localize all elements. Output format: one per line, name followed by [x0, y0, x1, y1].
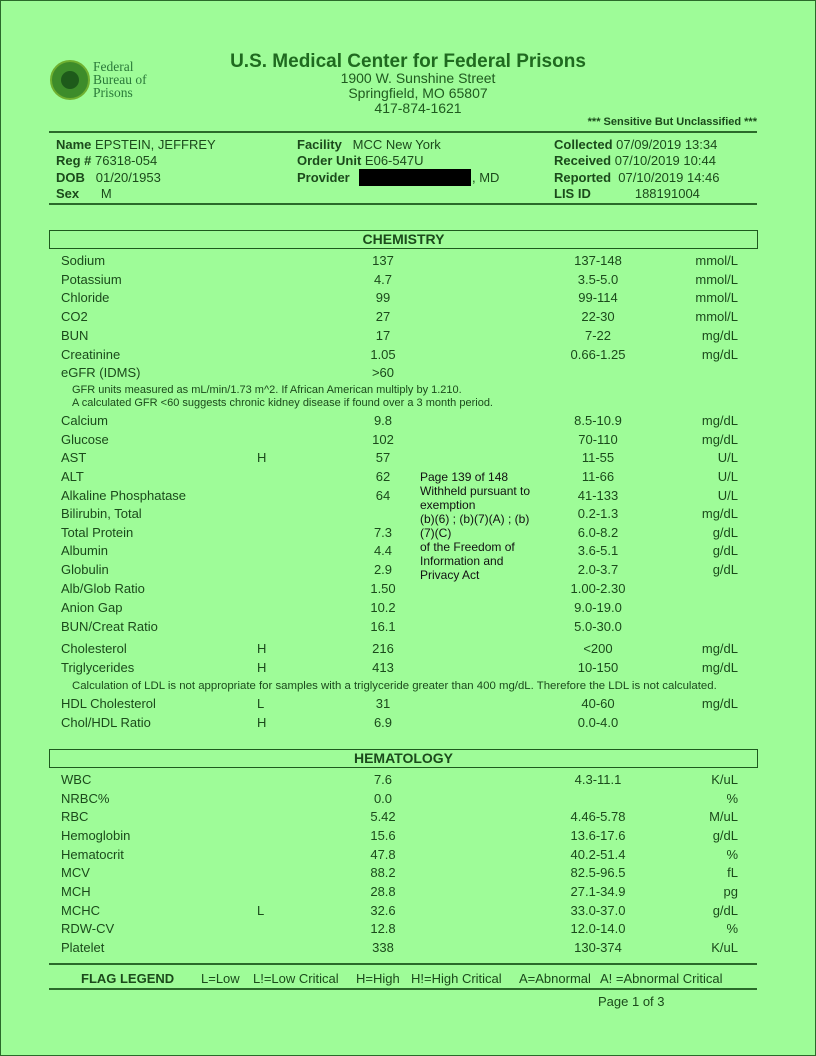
result-row — [0, 505, 816, 523]
reference-range: 6.0-8.2 — [577, 525, 619, 540]
result-row — [0, 695, 816, 713]
result-row — [0, 599, 816, 617]
legend-item: A=Abnormal — [519, 971, 591, 986]
value: 07/09/2019 13:34 — [616, 137, 718, 152]
legend-item: H=High — [356, 971, 400, 986]
value: 188191004 — [634, 186, 700, 201]
result-value: 137 — [372, 253, 394, 268]
result-value: 9.8 — [373, 413, 393, 428]
result-unit: mg/dL — [701, 696, 738, 711]
label: Sex — [56, 186, 80, 201]
result-value: 31 — [375, 696, 391, 711]
result-value: 0.0 — [373, 791, 393, 806]
test-name: MCH — [61, 884, 91, 899]
result-value: 62 — [375, 469, 391, 484]
logo-line: Bureau of — [93, 72, 147, 87]
result-row — [0, 468, 816, 486]
result-unit: K/uL — [711, 940, 738, 955]
result-unit: fL — [727, 865, 738, 880]
hematology-header: HEMATOLOGY — [49, 749, 758, 768]
result-value: 27 — [375, 309, 391, 324]
test-name: HDL Cholesterol — [61, 696, 156, 711]
result-unit: M/uL — [709, 809, 738, 824]
reference-range: 2.0-3.7 — [577, 562, 619, 577]
reference-range: 4.3-11.1 — [574, 772, 622, 787]
result-flag: L — [257, 696, 265, 711]
result-unit: U/L — [717, 469, 738, 484]
value: MCC New York — [352, 137, 441, 152]
label: Facility — [297, 137, 342, 152]
result-value: 88.2 — [370, 865, 396, 880]
test-name: eGFR (IDMS) — [61, 365, 141, 380]
reference-range: 0.66-1.25 — [570, 347, 626, 362]
result-value: 47.8 — [370, 847, 396, 862]
result-row — [0, 640, 816, 658]
result-unit: mmol/L — [695, 253, 738, 268]
result-row — [0, 771, 816, 789]
reported — [554, 170, 720, 185]
provider — [297, 170, 350, 185]
test-name: Alkaline Phosphatase — [61, 488, 187, 503]
reference-range: 99-114 — [578, 290, 618, 305]
test-name: Potassium — [61, 272, 122, 287]
logo-line: Prisons — [93, 85, 133, 100]
label: Reg # — [56, 153, 92, 168]
patient-sex — [56, 186, 112, 201]
legend-item: L=Low — [201, 971, 240, 986]
test-name: Creatinine — [61, 347, 121, 362]
value: EPSTEIN, JEFFREY — [95, 137, 216, 152]
result-value: 12.8 — [370, 921, 396, 936]
result-row — [0, 308, 816, 326]
reference-range: 5.0-30.0 — [574, 619, 622, 634]
reference-range: 8.5-10.9 — [574, 413, 622, 428]
test-name: Alb/Glob Ratio — [61, 581, 145, 596]
reference-range: 9.0-19.0 — [574, 600, 622, 615]
value: 76318-054 — [95, 153, 158, 168]
result-unit: mg/dL — [701, 641, 738, 656]
result-value: 57 — [375, 450, 391, 465]
result-row — [0, 580, 816, 598]
result-row — [0, 659, 816, 677]
gfr-note: A calculated GFR <60 suggests chronic kidney disease if found over a 3 month period. — [72, 397, 493, 409]
result-row — [0, 252, 816, 270]
result-unit: g/dL — [712, 525, 738, 540]
reference-range: 7-22 — [584, 328, 612, 343]
result-unit: g/dL — [712, 562, 738, 577]
foia-watermark — [420, 470, 538, 582]
result-row — [0, 289, 816, 307]
reference-range: 40.2-51.4 — [570, 847, 626, 862]
test-name: RBC — [61, 809, 89, 824]
test-name: ALT — [61, 469, 84, 484]
result-value: 102 — [372, 432, 394, 447]
test-name: NRBC% — [61, 791, 110, 806]
reference-range: 82.5-96.5 — [570, 865, 626, 880]
result-value: 28.8 — [370, 884, 396, 899]
reference-range: 40-60 — [581, 696, 615, 711]
result-row — [0, 561, 816, 579]
label: Name — [56, 137, 92, 152]
result-row — [0, 618, 816, 636]
result-row — [0, 846, 816, 864]
result-flag: H — [257, 450, 267, 465]
patient-reg — [56, 153, 157, 168]
foia-exemption-line: Withheld pursuant to exemption — [420, 484, 531, 512]
result-value: 32.6 — [370, 903, 396, 918]
result-row — [0, 827, 816, 845]
result-unit: K/uL — [711, 772, 738, 787]
test-name: MCHC — [61, 903, 100, 918]
test-name: Chol/HDL Ratio — [61, 715, 151, 730]
result-row — [0, 864, 816, 882]
phone: 417-874-1621 — [374, 100, 462, 116]
logo-line: Federal — [93, 59, 134, 74]
result-row — [0, 364, 816, 382]
result-value: 99 — [375, 290, 391, 305]
reference-range: 12.0-14.0 — [570, 921, 626, 936]
test-name: RDW-CV — [61, 921, 115, 936]
value: 07/10/2019 10:44 — [614, 153, 716, 168]
label: Received — [554, 153, 612, 168]
result-row — [0, 524, 816, 542]
test-name: BUN — [61, 328, 89, 343]
result-value: 1.05 — [370, 347, 396, 362]
flag-legend-title: FLAG LEGEND — [81, 971, 175, 986]
result-unit: g/dL — [712, 543, 738, 558]
provider-suffix: , MD — [472, 170, 500, 185]
reference-range: 11-66 — [581, 469, 615, 484]
result-value: 4.4 — [373, 543, 393, 558]
result-unit: mg/dL — [701, 432, 738, 447]
document-title: U.S. Medical Center for Federal Prisons — [230, 51, 586, 72]
result-value: 16.1 — [370, 619, 396, 634]
result-row — [0, 271, 816, 289]
result-row — [0, 327, 816, 345]
legend-item: H!=High Critical — [411, 971, 502, 986]
legend-item: L!=Low Critical — [253, 971, 339, 986]
label: Collected — [554, 137, 613, 152]
reference-range: 27.1-34.9 — [570, 884, 626, 899]
result-value: 6.9 — [373, 715, 393, 730]
result-unit: g/dL — [712, 903, 738, 918]
order-unit — [297, 153, 423, 168]
divider — [49, 203, 757, 205]
test-name: Calcium — [61, 413, 108, 428]
result-value: 15.6 — [370, 828, 396, 843]
test-name: Sodium — [61, 253, 106, 268]
test-name: Albumin — [61, 543, 108, 558]
value: 01/20/1953 — [95, 170, 161, 185]
reference-range: 70-110 — [578, 432, 618, 447]
ldl-note: Calculation of LDL is not appropriate for samples with a triglyceride greater than 400 mg/dL. Therefore the LDL is not calculated. — [72, 680, 717, 692]
result-value: 216 — [372, 641, 394, 656]
result-flag: H — [257, 641, 267, 656]
reference-range: 41-133 — [577, 488, 619, 503]
test-name: WBC — [61, 772, 92, 787]
test-name: BUN/Creat Ratio — [61, 619, 158, 634]
reference-range: 130-374 — [574, 940, 622, 955]
reference-range: 4.46-5.78 — [570, 809, 626, 824]
test-name: Cholesterol — [61, 641, 127, 656]
result-unit: mg/dL — [701, 506, 738, 521]
redaction-box — [359, 169, 471, 186]
value: E06-547U — [364, 153, 424, 168]
address-street: 1900 W. Sunshine Street — [340, 70, 496, 86]
divider — [49, 131, 757, 133]
test-name: MCV — [61, 865, 90, 880]
result-row — [0, 412, 816, 430]
label: Reported — [554, 170, 612, 185]
collected — [554, 137, 717, 152]
value: M — [100, 186, 112, 201]
test-name: Hematocrit — [61, 847, 124, 862]
patient-name — [56, 137, 216, 152]
result-value: 1.50 — [370, 581, 396, 596]
result-flag: H — [257, 660, 267, 675]
test-name: Chloride — [61, 290, 110, 305]
result-value: 5.42 — [370, 809, 396, 824]
result-flag: H — [257, 715, 267, 730]
result-unit: mg/dL — [701, 660, 738, 675]
test-name: CO2 — [61, 309, 88, 324]
reference-range: 3.5-5.0 — [577, 272, 619, 287]
result-row — [0, 431, 816, 449]
test-name: Platelet — [61, 940, 105, 955]
reference-range: 137-148 — [574, 253, 622, 268]
foia-exemption-codes: (b)(6) ; (b)(7)(A) ; (b)(7)(C) — [420, 512, 530, 540]
label: LIS ID — [554, 186, 591, 201]
reference-range: 0.0-4.0 — [577, 715, 619, 730]
gfr-note: GFR units measured as mL/min/1.73 m^2. If African American multiply by 1.210. — [72, 384, 462, 396]
test-name: Total Protein — [61, 525, 134, 540]
reference-range: 33.0-37.0 — [570, 903, 626, 918]
result-unit: mg/dL — [701, 347, 738, 362]
result-unit: mg/dL — [701, 328, 738, 343]
divider — [49, 963, 757, 965]
result-row — [0, 790, 816, 808]
result-unit: U/L — [717, 488, 738, 503]
test-name: Triglycerides — [61, 660, 135, 675]
result-value: 7.3 — [373, 525, 393, 540]
result-unit: mmol/L — [695, 272, 738, 287]
result-flag: L — [257, 903, 265, 918]
result-value: 64 — [375, 488, 391, 503]
label: DOB — [56, 170, 85, 185]
result-row — [0, 714, 816, 732]
address-city: Springfield, MO 65807 — [348, 85, 488, 101]
test-name: AST — [61, 450, 87, 465]
label: Order Unit — [297, 153, 362, 168]
label: Provider — [297, 170, 350, 185]
result-value: 17 — [375, 328, 391, 343]
result-value: 10.2 — [370, 600, 396, 615]
result-row — [0, 920, 816, 938]
result-unit: g/dL — [712, 828, 738, 843]
chemistry-header: CHEMISTRY — [49, 230, 758, 249]
result-row — [0, 346, 816, 364]
page-number: Page 1 of 3 — [598, 994, 665, 1009]
facility — [297, 137, 441, 152]
test-name: Anion Gap — [61, 600, 123, 615]
result-value: 4.7 — [373, 272, 393, 287]
result-unit: % — [726, 921, 738, 936]
result-row — [0, 808, 816, 826]
divider — [49, 988, 757, 990]
reference-range: 11-55 — [581, 450, 615, 465]
test-name: Glucose — [61, 432, 109, 447]
value: 07/10/2019 14:46 — [618, 170, 720, 185]
reference-range: 10-150 — [577, 660, 619, 675]
foia-page-stamp: Page 139 of 148 — [420, 470, 509, 484]
result-unit: U/L — [717, 450, 738, 465]
result-value: 413 — [372, 660, 394, 675]
result-row — [0, 542, 816, 560]
result-row — [0, 487, 816, 505]
reference-range: 3.6-5.1 — [577, 543, 619, 558]
reference-range: 22-30 — [581, 309, 615, 324]
classification-banner: *** Sensitive But Unclassified *** — [587, 116, 757, 128]
result-unit: pg — [723, 884, 738, 899]
test-name: Bilirubin, Total — [61, 506, 142, 521]
result-unit: mmol/L — [695, 290, 738, 305]
test-name: Hemoglobin — [61, 828, 131, 843]
result-row — [0, 902, 816, 920]
result-row — [0, 939, 816, 957]
received — [554, 153, 716, 168]
result-value: 338 — [372, 940, 394, 955]
result-value: 2.9 — [373, 562, 393, 577]
result-row — [0, 449, 816, 467]
reference-range: <200 — [583, 641, 613, 656]
result-row — [0, 883, 816, 901]
patient-dob — [56, 170, 161, 185]
result-value: 7.6 — [373, 772, 393, 787]
result-unit: % — [726, 791, 738, 806]
result-unit: % — [726, 847, 738, 862]
result-unit: mmol/L — [695, 309, 738, 324]
reference-range: 0.2-1.3 — [577, 506, 619, 521]
legend-item: A! =Abnormal Critical — [600, 971, 723, 986]
lis-id — [554, 186, 700, 201]
test-name: Globulin — [61, 562, 109, 577]
reference-range: 1.00-2.30 — [570, 581, 626, 596]
reference-range: 13.6-17.6 — [570, 828, 626, 843]
result-value: >60 — [371, 365, 395, 380]
result-unit: mg/dL — [701, 413, 738, 428]
foia-act-line: of the Freedom of Information and Privacy Act — [420, 540, 515, 582]
